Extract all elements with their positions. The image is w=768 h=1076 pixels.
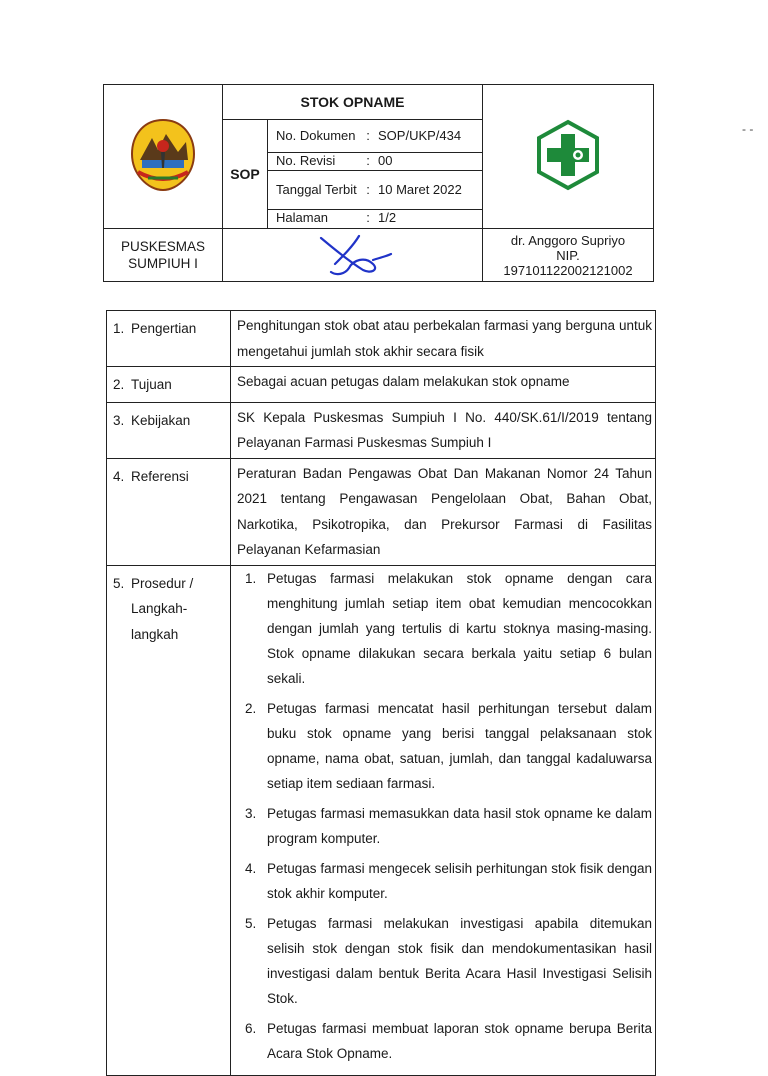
- section-text: Penghitungan stok obat atau perbekalan farmasi yang berguna untuk mengetahui jumlah stok akhir secara fisik: [231, 311, 656, 367]
- procedure-label: Prosedur / Langkah-langkah: [131, 575, 194, 642]
- step-number: 2.: [245, 700, 257, 716]
- procedure-step: [237, 911, 652, 1011]
- meta-value-page: 1/2: [378, 210, 397, 226]
- section-label-cell: [107, 311, 231, 367]
- section-row: [107, 402, 656, 458]
- procedure-step: [237, 696, 652, 796]
- signer-nip-label: NIP.: [556, 247, 580, 263]
- signature-icon: [313, 230, 393, 278]
- step-text: Petugas farmasi mencatat hasil perhitungan tersebut dalam buku stok opname yang berisi tanggal pelaksanaan stok opname, nama obat, satuan, jumlah, dan tanggal kadaluwarsa setiap item sediaan farmasi.: [267, 700, 652, 791]
- document-meta-cell: [268, 120, 483, 229]
- signer-cell: [483, 229, 654, 282]
- section-number: 4.: [113, 468, 125, 484]
- meta-colon: :: [360, 152, 376, 170]
- section-number: 3.: [113, 412, 125, 428]
- organization-name: PUSKESMAS: [120, 239, 206, 254]
- section-row: [107, 458, 656, 565]
- procedure-step: [237, 566, 652, 691]
- section-text: Peraturan Badan Pengawas Obat Dan Makanan Nomor 24 Tahun 2021 tentang Pengawasan Pengelolaan Obat, Bahan Obat, Narkotika, Psikotropika, dan Prekursor Farmasi di Fasilitas Pelayanan Kefarmasian: [231, 458, 656, 565]
- step-number: 3.: [245, 805, 257, 821]
- step-text: Petugas farmasi melakukan stok opname dengan cara menghitung jumlah setiap item obat kemudian mencocokkan dengan jumlah yang tertulis di kartu stoknya masing-masing. Stok opname dilakukan secara berkala yaitu setiap 6 bulan sekali.: [267, 570, 652, 686]
- signer-nip: 197101122002121002: [503, 262, 633, 278]
- step-text: Petugas farmasi memasukkan data hasil stok opname ke dalam program komputer.: [267, 805, 652, 846]
- section-text: Sebagai acuan petugas dalam melakukan stok opname: [231, 367, 656, 403]
- puskesmas-logo-icon: [535, 119, 601, 191]
- section-label-cell: [107, 367, 231, 403]
- procedure-step: [237, 1016, 652, 1066]
- section-number: 1.: [113, 321, 125, 336]
- step-text: Petugas farmasi membuat laporan stok opname berupa Berita Acara Stok Opname.: [267, 1020, 652, 1061]
- section-label-cell: [107, 402, 231, 458]
- step-text: Petugas farmasi mengecek selisih perhitungan stok fisik dengan stok akhir komputer.: [267, 860, 652, 901]
- section-row: [107, 367, 656, 403]
- meta-colon: :: [366, 210, 370, 226]
- meta-colon: :: [360, 170, 376, 209]
- organization-unit: SUMPIUH I: [128, 256, 198, 271]
- meta-key-date: Tanggal Terbit: [268, 170, 360, 209]
- meta-key-page: Halaman: [276, 210, 329, 226]
- procedure-row: [107, 565, 656, 1075]
- sop-label: SOP: [223, 120, 268, 229]
- section-row: [107, 311, 656, 367]
- step-number: 6.: [245, 1020, 257, 1036]
- meta-colon: :: [360, 121, 376, 152]
- regency-emblem-icon: [128, 116, 198, 194]
- document-meta: [268, 121, 482, 227]
- procedure-step: [237, 801, 652, 851]
- step-text: Petugas farmasi melakukan investigasi apabila ditemukan selisih stok dengan stok fisik dan mendokumentasikan hasil investigasi dalam bentuk Berita Acara Hasil Investigasi Selisih Stok.: [267, 915, 652, 1006]
- sop-header-table: [103, 84, 654, 282]
- procedure-steps: [237, 566, 652, 1066]
- section-text: SK Kepala Puskesmas Sumpiuh I No. 440/SK.61/I/2019 tentang Pelayanan Farmasi Puskesmas Sumpiuh I: [231, 402, 656, 458]
- document-title: STOK OPNAME: [223, 85, 483, 120]
- organization-cell: [104, 229, 223, 282]
- regency-logo-cell: [104, 85, 223, 229]
- procedure-steps-cell: [231, 565, 656, 1075]
- step-number: 4.: [245, 860, 257, 876]
- step-number: 1.: [245, 570, 257, 586]
- section-label: Referensi: [131, 468, 189, 484]
- procedure-label-cell: [107, 565, 231, 1075]
- meta-value-revision: 00: [376, 152, 482, 170]
- signer-name: dr. Anggoro Supriyo: [510, 232, 626, 248]
- meta-key-revision: No. Revisi: [268, 152, 360, 170]
- section-label: Tujuan: [131, 377, 172, 392]
- meta-key-doc-number: No. Dokumen: [268, 121, 360, 152]
- sop-content-table: [106, 310, 656, 1076]
- puskesmas-logo-cell: [483, 85, 654, 229]
- procedure-step: [237, 856, 652, 906]
- section-label-cell: [107, 458, 231, 565]
- stray-mark: - -: [742, 122, 754, 136]
- section-number: 2.: [113, 377, 125, 392]
- section-label: Pengertian: [131, 321, 197, 336]
- section-label: Kebijakan: [131, 412, 191, 428]
- signature-cell: [223, 229, 483, 282]
- meta-value-doc-number: SOP/UKP/434: [376, 121, 482, 152]
- section-number: 5.: [113, 575, 125, 591]
- step-number: 5.: [245, 915, 257, 931]
- meta-value-date: 10 Maret 2022: [376, 170, 482, 209]
